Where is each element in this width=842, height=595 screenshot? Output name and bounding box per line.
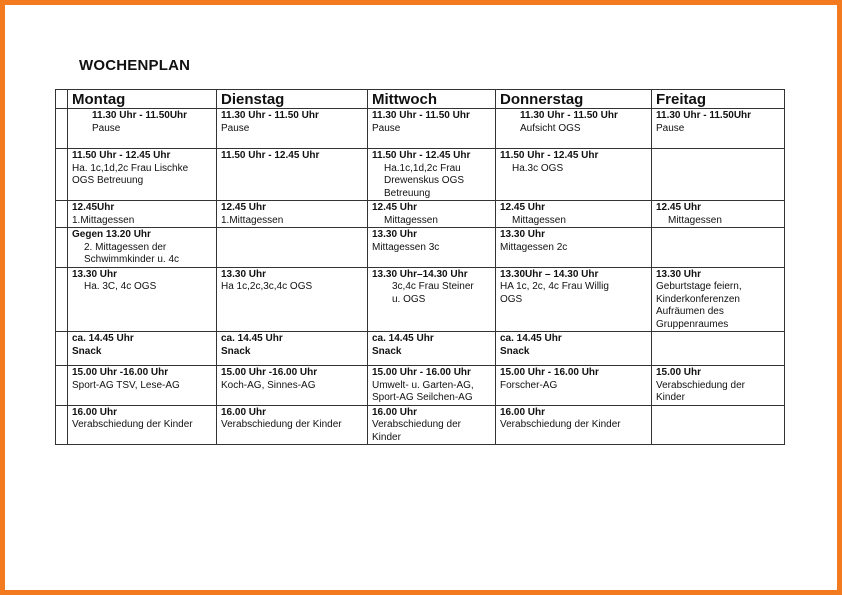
cell-text-line: 2. Mittagessen der [84, 241, 167, 253]
cell-text-line: Kinder [372, 431, 401, 443]
schedule-cell [217, 228, 368, 268]
cell-text-line: 1.Mittagessen [221, 214, 284, 226]
cell-time: 16.00 Uhr [221, 406, 267, 418]
header-day-tuesday: Dienstag [217, 90, 368, 109]
schedule-cell [68, 405, 217, 445]
schedule-cell [68, 201, 217, 228]
schedule-cell [68, 228, 217, 268]
cell-text-line: Schwimmkinder u. 4c [84, 254, 180, 265]
table-row [56, 201, 785, 228]
table-row [56, 405, 785, 445]
cell-time: 11.30 Uhr - 11.50Uhr [656, 110, 752, 121]
cell-text-line: Ha 1c,2c,3c,4c OGS [221, 281, 313, 292]
cell-time: 13.30 Uhr–14.30 Uhr [372, 268, 468, 280]
header-day-friday: Freitag [652, 90, 785, 109]
cell-time: ca. 14.45 Uhr [372, 333, 434, 344]
header-row [56, 90, 785, 109]
schedule-cell [368, 267, 496, 332]
cell-time: 13.30 Uhr [656, 268, 702, 280]
cell-snack-label: Snack [72, 345, 102, 357]
cell-text-line: Sport-AG Seilchen-AG [372, 392, 473, 403]
cell-text-line: 3c,4c Frau Steiner [392, 281, 474, 292]
cell-text-line: Kinderkonferenzen [656, 293, 740, 305]
schedule-cell [368, 405, 496, 445]
cell-time: 12.45 Uhr [372, 202, 418, 213]
cell-text-line: Aufsicht OGS [520, 122, 581, 134]
schedule-cell [368, 149, 496, 201]
schedule-cell [496, 149, 652, 201]
cell-text-line: Ha.3c OGS [512, 162, 564, 174]
schedule-cell [496, 228, 652, 268]
cell-text-line: Pause [656, 122, 685, 134]
schedule-cell [217, 201, 368, 228]
cell-text-line: Umwelt- u. Garten-AG, [372, 379, 474, 391]
cell-time: 15.00 Uhr - 16.00 Uhr [500, 367, 599, 378]
schedule-cell [368, 366, 496, 406]
schedule-cell [68, 366, 217, 406]
cell-text-line: Koch-AG, Sinnes-AG [221, 379, 316, 391]
table-row [56, 109, 785, 149]
schedule-cell [652, 405, 785, 445]
cell-text-line: Ha. 3C, 4c OGS [84, 281, 157, 292]
cell-snack-label: Snack [500, 345, 530, 357]
cell-text-line: Gruppenraumes [656, 318, 729, 330]
cell-text-line: OGS Betreuung [72, 175, 144, 186]
cell-text-line: Mittagessen [384, 214, 438, 226]
cell-time: 13.30 Uhr [500, 229, 546, 240]
cell-time: 11.30 Uhr - 11.50Uhr [92, 110, 188, 121]
cell-text-line: HA 1c, 2c, 4c Frau Willig [500, 281, 609, 292]
table-row [56, 228, 785, 268]
cell-time: 16.00 Uhr [372, 406, 418, 418]
cell-snack-label: Snack [372, 345, 402, 357]
row-blank-cell [56, 149, 68, 201]
schedule-cell [368, 228, 496, 268]
cell-time: 16.00 Uhr [500, 406, 546, 418]
schedule-cell [217, 109, 368, 149]
cell-time: 11.30 Uhr - 11.50 Uhr [520, 110, 618, 121]
row-blank-cell [56, 366, 68, 406]
cell-time: ca. 14.45 Uhr [221, 333, 283, 344]
cell-time: 12.45 Uhr [221, 202, 267, 213]
cell-text-line: Mittagessen 3c [372, 241, 440, 253]
schedule-cell [496, 332, 652, 366]
schedule-cell [368, 332, 496, 366]
cell-text-line: Pause [372, 122, 401, 134]
page-title: WOCHENPLAN [79, 57, 191, 74]
cell-text-line: Verabschiedung der [656, 379, 745, 391]
schedule-cell [652, 201, 785, 228]
schedule-cell [68, 109, 217, 149]
cell-text-line: u. OGS [392, 293, 426, 305]
cell-time: 12.45Uhr [72, 202, 115, 213]
cell-text-line: Pause [221, 122, 250, 134]
row-blank-cell [56, 109, 68, 149]
cell-time: 15.00 Uhr -16.00 Uhr [221, 367, 318, 378]
cell-time: 12.45 Uhr [656, 202, 702, 213]
table-row [56, 332, 785, 366]
cell-text-line: Geburtstage feiern, [656, 281, 742, 292]
row-blank-cell [56, 201, 68, 228]
cell-snack-label: Snack [221, 345, 251, 357]
schedule-cell [68, 267, 217, 332]
cell-time: 13.30 Uhr [221, 268, 267, 280]
cell-time: Gegen 13.20 Uhr [72, 229, 151, 240]
schedule-cell [652, 267, 785, 332]
schedule-cell [496, 405, 652, 445]
row-blank-cell [56, 267, 68, 332]
schedule-cell [217, 366, 368, 406]
cell-text-line: Verabschiedung der Kinder [221, 419, 342, 430]
schedule-cell [652, 149, 785, 201]
cell-time: 15.00 Uhr - 16.00 Uhr [372, 367, 471, 378]
cell-time: ca. 14.45 Uhr [500, 333, 562, 344]
schedule-cell [496, 201, 652, 228]
weekly-schedule-table [55, 89, 785, 445]
schedule-cell [217, 405, 368, 445]
cell-text-line: Verabschiedung der [372, 419, 461, 430]
header-day-monday: Montag [68, 90, 217, 109]
cell-text-line: Ha. 1c,1d,2c Frau Lischke [72, 162, 189, 174]
schedule-cell [496, 267, 652, 332]
schedule-cell [68, 149, 217, 201]
cell-text-line: Ha.1c,1d,2c Frau [384, 162, 461, 174]
schedule-cell [496, 109, 652, 149]
cell-time: 11.30 Uhr - 11.50 Uhr [372, 110, 470, 121]
cell-time: 13.30Uhr – 14.30 Uhr [500, 268, 599, 280]
schedule-body [56, 109, 785, 445]
cell-time: 15.00 Uhr -16.00 Uhr [72, 367, 169, 378]
schedule-cell [652, 228, 785, 268]
cell-time: 11.50 Uhr - 12.45 Uhr [500, 150, 599, 161]
schedule-cell [217, 267, 368, 332]
schedule-cell [368, 201, 496, 228]
cell-text-line: Mittagessen [512, 214, 566, 226]
cell-time: 12.45 Uhr [500, 202, 546, 213]
cell-time: 11.50 Uhr - 12.45 Uhr [372, 150, 471, 161]
cell-text-line: Pause [92, 122, 121, 134]
cell-time: 13.30 Uhr [72, 268, 118, 280]
cell-text-line: 1.Mittagessen [72, 214, 135, 226]
table-row [56, 267, 785, 332]
schedule-cell [217, 149, 368, 201]
schedule-cell [652, 332, 785, 366]
cell-time: 11.50 Uhr - 12.45 Uhr [221, 150, 320, 161]
table-row [56, 366, 785, 406]
row-blank-cell [56, 405, 68, 445]
cell-text-line: Betreuung [384, 187, 431, 199]
schedule-cell [217, 332, 368, 366]
cell-text-line: Verabschiedung der Kinder [72, 419, 193, 430]
cell-time: 16.00 Uhr [72, 406, 118, 418]
header-day-wednesday: Mittwoch [368, 90, 496, 109]
cell-time: 15.00 Uhr [656, 367, 702, 378]
cell-text-line: Sport-AG TSV, Lese-AG [72, 379, 180, 391]
cell-text-line: Drewenskus OGS [384, 175, 465, 186]
row-blank-cell [56, 228, 68, 268]
cell-text-line: OGS [500, 293, 523, 305]
schedule-cell [652, 109, 785, 149]
cell-time: 11.30 Uhr - 11.50 Uhr [221, 110, 319, 121]
cell-time: 11.50 Uhr - 12.45 Uhr [72, 150, 171, 161]
schedule-cell [496, 366, 652, 406]
cell-text-line: Kinder [656, 392, 685, 403]
header-day-thursday: Donnerstag [496, 90, 652, 109]
table-row [56, 149, 785, 201]
cell-text-line: Forscher-AG [500, 379, 558, 391]
schedule-cell [652, 366, 785, 406]
schedule-cell [368, 109, 496, 149]
cell-time: 13.30 Uhr [372, 229, 418, 240]
cell-text-line: Mittagessen 2c [500, 241, 568, 253]
cell-time: ca. 14.45 Uhr [72, 333, 134, 344]
schedule-cell [68, 332, 217, 366]
cell-text-line: Aufräumen des [656, 306, 724, 317]
row-blank-cell [56, 332, 68, 366]
cell-text-line: Mittagessen [668, 214, 722, 226]
header-blank-cell [56, 90, 68, 109]
cell-text-line: Verabschiedung der Kinder [500, 419, 621, 430]
